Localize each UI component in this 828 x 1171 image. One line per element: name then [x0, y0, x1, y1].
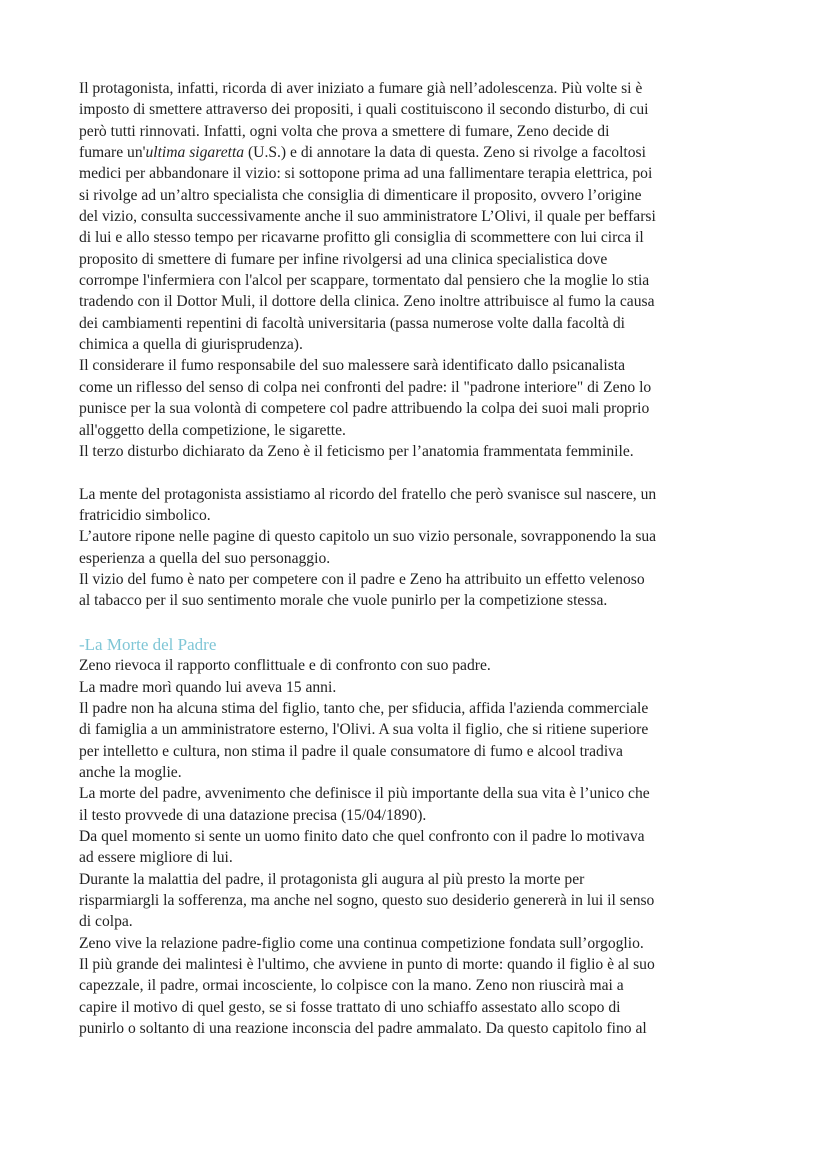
paragraph-smoking-origin: Il vizio del fumo è nato per competere con il padre e Zeno ha attribuito un effetto velenoso al tabacco per il suo sentimento morale che vuole punirlo per la competizione stessa. — [79, 570, 645, 610]
paragraph: La madre morì quando lui aveva 15 anni. — [79, 678, 337, 696]
italic-phrase: ultima sigaretta — [145, 144, 245, 162]
paragraph-smoking-vice — [79, 78, 751, 355]
paragraph: Il più grande dei malintesi è l'ultimo, che avviene in punto di morte: quando il figlio è al suo capezzale, il padre, ormai incosciente, lo colpisce con la mano. Zeno non riuscirà mai a capire il motivo di quel gesto, se si fosse trattato di uno schiaffo assestato allo scopo di punirlo o soltanto di una reazione inconscia del padre ammalato. Da questo capitolo fino al — [79, 956, 655, 1038]
paragraph-text: (U.S.) e di annotare la data di questa. Zeno si rivolge a facoltosi medici per abbandonare il vizio: si sottopone prima ad una fallimentare terapia elettrica, poi si rivolge ad un’altro specialista che consiglia di dimenticare il proposito, ovvero l’origine del vizio, consulta successivamente anche il suo amministratore L’Olivi, il quale per beffarsi di lui e allo stesso tempo per ricavarne profitto gli consiglia di scommettere con lui circa il proposito di smettere di fumare per infine rivolgersi ad una clinica specialistica dove corrompe l'infermiera con l'alcol per scappare, tormentato dal pensiero che la moglie lo stia tradendo con il Dottor Muli, il dottore della clinica. Zeno inoltre attribuisce al fumo la causa dei cambiamenti repentini di facoltà universitaria (passa numerose volte dalla facoltà di chimica a quella di giurisprudenza). — [79, 144, 656, 354]
paragraph-spacer — [79, 612, 751, 633]
paragraph: Zeno rievoca il rapporto conflittuale e di confronto con suo padre. — [79, 657, 491, 675]
paragraph: Il padre non ha alcuna stima del figlio, tanto che, per sfiducia, affida l'azienda commerciale di famiglia a un amministratore esterno, l'Olivi. A sua volta il figlio, che si ritiene superiore per intelletto e cultura, non stima il padre il quale consumatore di fumo e alcool tradiva anche la moglie. — [79, 699, 649, 781]
paragraph-spacer — [79, 462, 751, 483]
paragraph-brother-memory: La mente del protagonista assistiamo al ricordo del fratello che però svanisce sul nascere, un fratricidio simbolico. — [79, 485, 657, 524]
paragraph: Da quel momento si sente un uomo finito dato che quel confronto con il padre lo motivava ad essere migliore di lui. — [79, 828, 645, 867]
paragraph-text: Il protagonista, infatti, ricorda di aver iniziato a fumare già nell’adolescenza. Più volte si è imposto di smettere attraverso dei propositi, i quali costituiscono il secondo disturbo, di cui però tutti rinnovati. Infatti, ogni volta che prova a smettere di fumare, Zeno decide di fumare un' — [79, 80, 649, 162]
paragraph-third-disorder: Il terzo disturbo dichiarato da Zeno è il feticismo per l’anatomia frammentata femminile. — [79, 442, 634, 460]
section-heading: -La Morte del Padre — [79, 634, 217, 654]
document-page — [79, 78, 751, 1039]
paragraph-psychoanalyst: Il considerare il fumo responsabile del suo malessere sarà identificato dallo psicanalista come un riflesso del senso di colpa nei confronti del padre: il "padrone interiore" di Zeno lo punisce per la sua volontà di competere col padre attribuendo la colpa dei suoi mali proprio all'oggetto della competizione, le sigarette. — [79, 357, 652, 439]
paragraph: Zeno vive la relazione padre-figlio come una continua competizione fondata sull’orgoglio. — [79, 934, 644, 952]
paragraph-author-vice: L’autore ripone nelle pagine di questo capitolo un suo vizio personale, sovrapponendo la sua esperienza a quella del suo personaggio. — [79, 528, 657, 567]
paragraph: Durante la malattia del padre, il protagonista gli augura al più presto la morte per risparmiargli la sofferenza, ma anche nel sogno, questo suo desiderio genererà in lui il senso di colpa. — [79, 870, 655, 931]
paragraph: La morte del padre, avvenimento che definisce il più importante della sua vita è l’unico che il testo provvede di una datazione precisa (15/04/1890). — [79, 785, 650, 824]
